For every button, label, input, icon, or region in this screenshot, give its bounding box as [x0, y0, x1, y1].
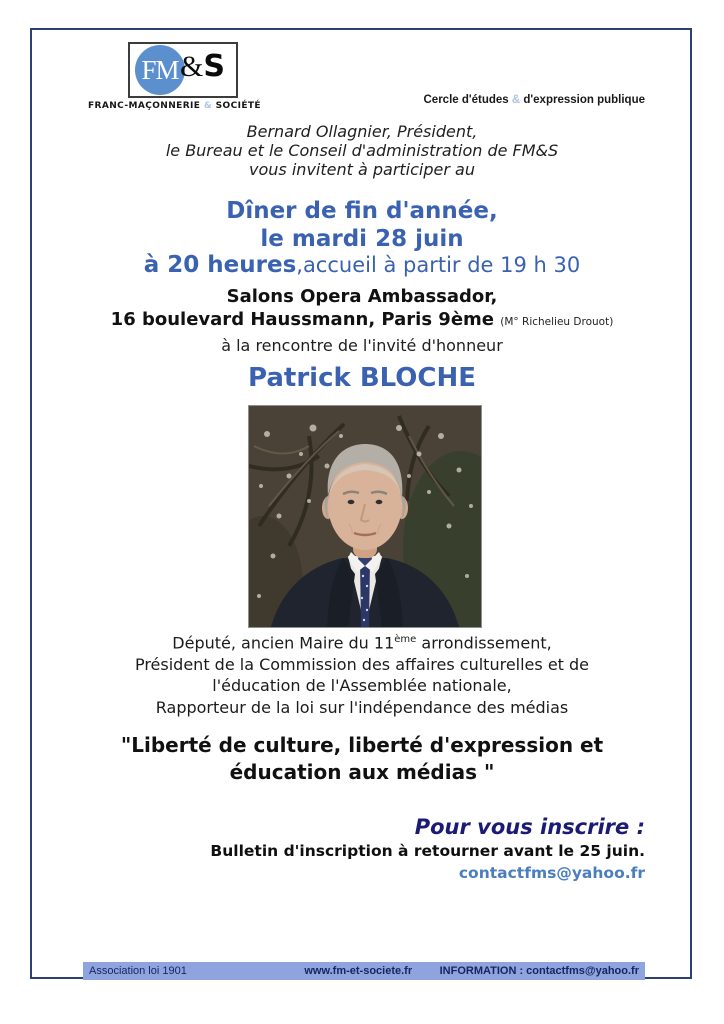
- footer-association: Association loi 1901: [89, 965, 187, 977]
- bio-line-1-pre: Député, ancien Maire du 11: [172, 633, 395, 653]
- logo-subtitle-post: SOCIÉTÉ: [212, 101, 261, 111]
- intro-line-3: vous invitent à participer au: [249, 160, 475, 179]
- bio-line-2: Président de la Commission des affaires culturelles et de: [134, 654, 590, 674]
- logo-s: S: [203, 49, 225, 84]
- venue-address: 16 boulevard Haussmann, Paris 9ème: [110, 309, 501, 330]
- talk-title-quote: [0, 732, 724, 786]
- fms-logo: [128, 42, 238, 98]
- bio-line-4: Rapporteur de la loi sur l'indépendance des médias: [155, 697, 569, 717]
- bio-line-1-sup: ème: [394, 634, 417, 645]
- event-time-rest: ,accueil à partir de 19 h 30: [296, 253, 581, 277]
- bio-line-3: l'éducation de l'Assemblée nationale,: [212, 676, 512, 696]
- logo-subtitle: [88, 101, 278, 111]
- footer-bar: [83, 962, 645, 980]
- footer-website-link[interactable]: www.fm-et-societe.fr: [304, 965, 413, 977]
- guest-name: Patrick BLOCHE: [248, 363, 476, 393]
- registration-instruction: Bulletin d'inscription à retourner avant le 25 juin.: [210, 842, 645, 860]
- registration-block: [210, 814, 645, 884]
- portrait-photo-illustration: [249, 406, 481, 627]
- invitation-intro: [0, 122, 724, 179]
- event-title-line-2: le mardi 28 juin: [260, 226, 464, 252]
- logo-fm-text: FM: [141, 54, 179, 85]
- event-time: [0, 251, 724, 279]
- logo-subtitle-pre: FRANC-MAÇONNERIE: [88, 101, 204, 111]
- logo-amp-s-text: [180, 49, 225, 84]
- event-title-line-1: Dîner de fin d'année,: [226, 198, 498, 224]
- intro-line-1: Bernard Ollagnier, Président,: [246, 122, 478, 141]
- tagline-pre: Cercle d'études: [423, 94, 512, 106]
- logo-circle-icon: [135, 45, 185, 95]
- venue-metro-note: (M° Richelieu Drouot): [500, 316, 614, 328]
- bio-line-1-post: arrondissement,: [416, 633, 552, 653]
- guest-bio: [0, 629, 724, 718]
- footer-information-email[interactable]: INFORMATION : contactfms@yahoo.fr: [439, 965, 639, 977]
- registration-heading: Pour vous inscrire :: [414, 815, 645, 839]
- registration-email-link[interactable]: contactfms@yahoo.fr: [458, 864, 645, 882]
- event-time-bold: à 20 heures: [143, 252, 297, 278]
- tagline-post: d'expression publique: [520, 94, 645, 106]
- guest-photo: [248, 405, 482, 628]
- venue-line-2: [0, 308, 724, 334]
- intro-line-2: le Bureau et le Conseil d'administration de FM&S: [165, 141, 559, 160]
- event-venue: [0, 285, 724, 334]
- quote-line-1: "Liberté de culture, liberté d'expression et: [120, 733, 604, 757]
- tagline: [424, 94, 646, 106]
- venue-line-1: Salons Opera Ambassador,: [226, 286, 498, 307]
- tagline-ampersand: &: [511, 94, 521, 106]
- bio-line-1: [0, 629, 724, 654]
- meet-line: à la rencontre de l'invité d'honneur: [221, 336, 503, 355]
- logo-ampersand: &: [180, 50, 204, 83]
- logo-subtitle-ampersand: &: [203, 101, 213, 111]
- quote-line-2: éducation aux médias ": [229, 760, 495, 784]
- event-title: [0, 197, 724, 253]
